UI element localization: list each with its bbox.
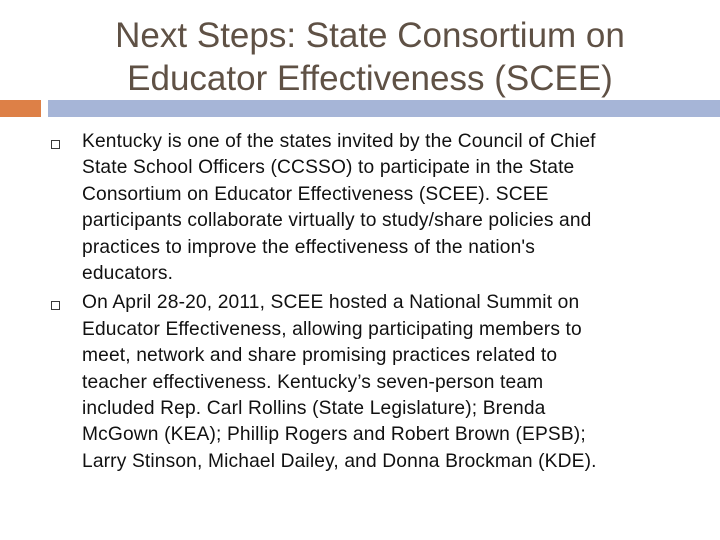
bullet-line: On April 28-20, 2011, SCEE hosted a National Summit on bbox=[82, 292, 580, 314]
bullet-item bbox=[0, 290, 720, 475]
bullet-line: practices to improve the effectiveness of the nation's bbox=[82, 236, 535, 258]
bullet-list bbox=[0, 129, 720, 478]
bullet-line: participants collaborate virtually to study/share policies and bbox=[82, 210, 592, 232]
bullet-text bbox=[82, 290, 686, 475]
bullet-item bbox=[0, 129, 720, 287]
bullet-line: included Rep. Carl Rollins (State Legislature); Brenda bbox=[82, 398, 546, 420]
bullet-line: Kentucky is one of the states invited by the Council of Chief bbox=[82, 131, 596, 152]
title-divider-accent bbox=[0, 100, 41, 117]
slide-title-line-2: Educator Effectiveness (SCEE) bbox=[127, 59, 613, 98]
square-bullet-icon bbox=[51, 301, 60, 310]
bullet-line: McGown (KEA); Phillip Rogers and Robert Brown (EPSB); bbox=[82, 424, 586, 446]
title-divider-bar bbox=[48, 100, 720, 117]
bullet-line: Consortium on Educator Effectiveness (SCEE). SCEE bbox=[82, 183, 549, 205]
slide-title bbox=[40, 14, 700, 100]
bullet-text bbox=[82, 129, 686, 287]
bullet-line: teacher effectiveness. Kentucky’s seven-person team bbox=[82, 371, 544, 393]
bullet-line: State School Officers (CCSSO) to participate in the State bbox=[82, 157, 575, 179]
bullet-line: Educator Effectiveness, allowing participating members to bbox=[82, 318, 582, 340]
bullet-line: Larry Stinson, Michael Dailey, and Donna Brockman (KDE). bbox=[82, 450, 597, 472]
square-bullet-icon bbox=[51, 140, 60, 149]
slide-title-line-1: Next Steps: State Consortium on bbox=[115, 16, 625, 55]
bullet-line: educators. bbox=[82, 263, 174, 285]
bullet-line: meet, network and share promising practices related to bbox=[82, 345, 558, 367]
